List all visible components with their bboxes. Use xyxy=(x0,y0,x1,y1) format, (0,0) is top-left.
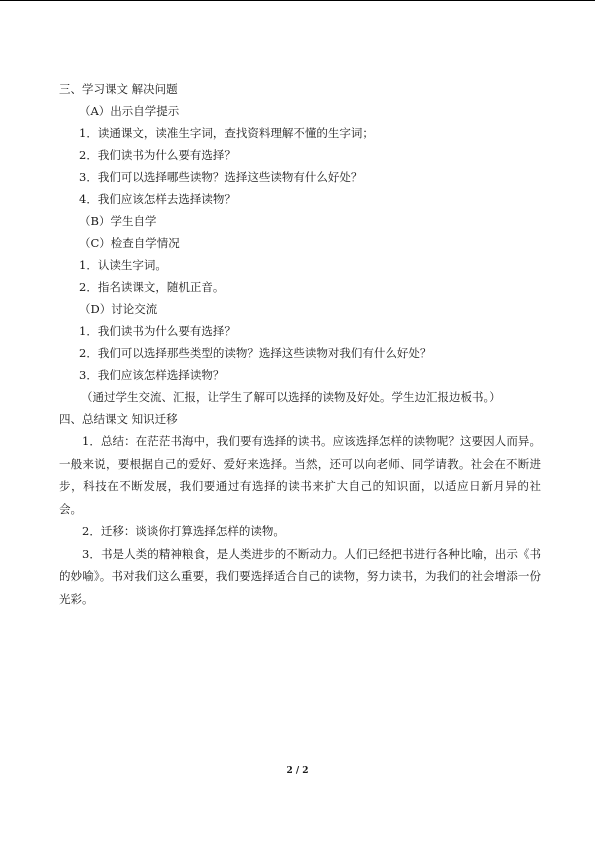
page-number: 2 / 2 xyxy=(286,766,309,776)
subsection-title: （C）检查自学情况 xyxy=(79,236,180,250)
document-body xyxy=(59,78,541,610)
list-item: 4．我们应该怎样去选择读物？ xyxy=(79,192,236,206)
list-item: 1．读通课文，读准生字词，查找资料理解不懂的生字词； xyxy=(79,126,374,140)
paragraph: 3．书是人类的精神粮食，是人类进步的不断动力。人们已经把书进行各种比喻，出示《书的妙喻》。书对我们这么重要，我们要选择适合自己的读物，努力读书，为我们的社会增添一份光彩。 xyxy=(59,546,541,606)
subsection-title: （B）学生自学 xyxy=(79,214,157,228)
paragraph: 2．迁移：谈谈你打算选择怎样的读物。 xyxy=(82,524,285,538)
list-item: 1．我们读书为什么要有选择？ xyxy=(79,324,236,338)
section-heading: 三、学习课文 解决问题 xyxy=(59,82,178,96)
list-item: 3．我们应该怎样选择读物？ xyxy=(79,368,225,382)
list-item: 1．认读生字词。 xyxy=(79,258,167,272)
paragraph: 1．总结：在茫茫书海中，我们要有选择的读书。应该选择怎样的读物呢？这要因人而异。一般来说，要根据自己的爱好、爱好来选择。当然，还可以向老师、同学请教。社会在不断进步，科技在不断发展，我们要通过有选择的读书来扩大自己的知识面，以适应日新月异的社会。 xyxy=(59,434,541,516)
subsection-title: （A）出示自学提示 xyxy=(79,104,180,118)
header-rule xyxy=(0,0,595,1)
section-heading: 四、总结课文 知识迁移 xyxy=(59,412,178,426)
list-item: 3．我们可以选择哪些读物？选择这些读物有什么好处？ xyxy=(79,170,363,184)
list-item: 2．我们可以选择那些类型的读物？选择这些读物对我们有什么好处？ xyxy=(79,346,432,360)
list-item: 2．我们读书为什么要有选择？ xyxy=(79,148,236,162)
subsection-title: （D）讨论交流 xyxy=(79,302,158,316)
note-text: （通过学生交流、汇报，让学生了解可以选择的读物及好处。学生边汇报边板书。） xyxy=(81,390,501,404)
list-item: 2．指名读课文，随机正音。 xyxy=(79,280,225,294)
